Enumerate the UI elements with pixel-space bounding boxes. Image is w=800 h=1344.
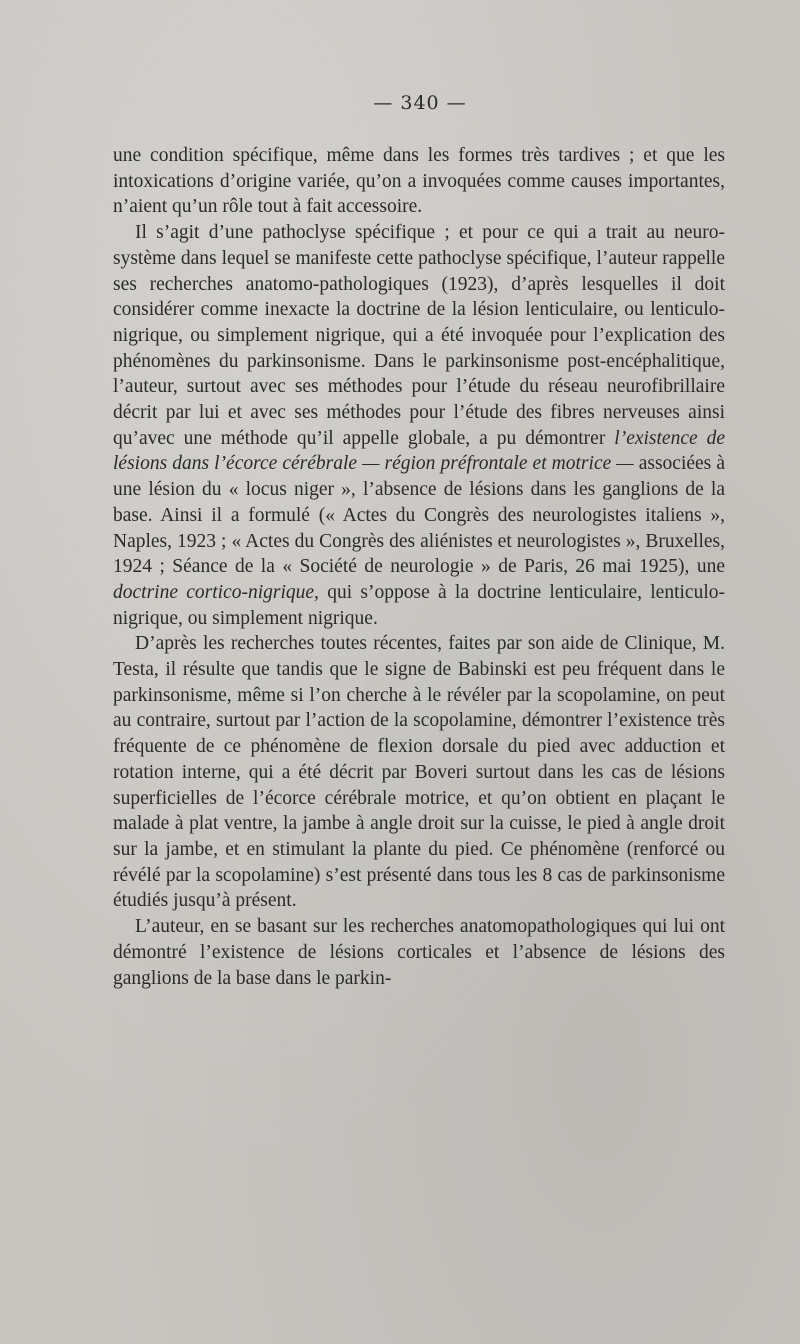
paragraph-3 [113, 631, 725, 914]
text-segment: associées à une lésion du « locus niger », l’absence de lésions dans les ganglions de la base. Ainsi il a formulé (« Actes du Congrès des neurologistes italiens », Naples, 1923 ; « Actes du Congrès des aliénistes et neurologistes », Bruxelles, 1924 ; Séance de la « Société de neurologie » de Paris, 26 mai 1925), une [113, 453, 725, 578]
paragraph-1 [113, 143, 725, 220]
text-segment: L’auteur, en se basant sur les recherches anatomopathologiques qui lui ont démontré l’existence de lésions corticales et l’absence de lésions des ganglions de la base dans le parkin- [113, 916, 725, 989]
text-segment: qui s’oppose à la doctrine lenticulaire, lenticulo-nigrique, ou simplement nigrique. [113, 581, 725, 629]
body-text [113, 143, 725, 991]
text-segment: D’après les recherches toutes récentes, faites par son aide de Clinique, M. Testa, il résulte que tandis que le signe de Babinski est peu fréquent dans le parkinsonisme, même si l’on cherche à le révéler par la scopolamine, on peut au contraire, surtout par l’action de la scopolamine, démontrer l’existence très fréquente de ce phénomène de flexion dorsale du pied avec adduction et rotation interne, qui a été décrit par Boveri surtout dans les cas de lésions superficielles de l’écorce cérébrale motrice, et qu’on obtient en plaçant le malade à plat ventre, la jambe à angle droit sur la cuisse, le pied à angle droit sur la jambe, et en stimulant la plante du pied. Ce phénomène (renforcé ou révélé par la scopolamine) s’est présenté dans tous les 8 cas de parkinsonisme étudiés jusqu’à présent. [113, 633, 725, 912]
italic-segment: l’existence de lésions dans l’écorce cérébrale — région préfrontale et motrice — [113, 427, 725, 475]
text-segment: une condition spécifique, même dans les formes très tardives ; et que les intoxications d’origine variée, qu’on a invoquées comme causes importantes, n’aient qu’un rôle tout à fait accessoire. [113, 145, 725, 218]
italic-segment: doctrine cortico-nigrique, [113, 581, 319, 603]
text-segment: Il s’agit d’une pathoclyse spécifique ; et pour ce qui a trait au neuro-système dans lequel se manifeste cette pathoclyse spécifique, l’auteur rappelle ses recherches anatomo-pathologiques (1923), d’après lesquelles il doit considérer comme inexacte la doctrine de la lésion lenticulaire, ou lenticulo-nigrique, ou simplement nigrique, qui a été invoquée pour l’explication des phénomènes du parkinsonisme. Dans le parkinsonisme post-encéphalitique, l’auteur, surtout avec ses méthodes pour l’étude du réseau neurofibrillaire décrit par lui et avec ses méthodes pour l’étude des fibres nerveuses ainsi qu’avec une méthode qu’il appelle globale, a pu démontrer [113, 222, 725, 449]
paragraph-4 [113, 914, 725, 991]
paragraph-2 [113, 220, 725, 631]
page-number: — 340 — [373, 92, 467, 114]
